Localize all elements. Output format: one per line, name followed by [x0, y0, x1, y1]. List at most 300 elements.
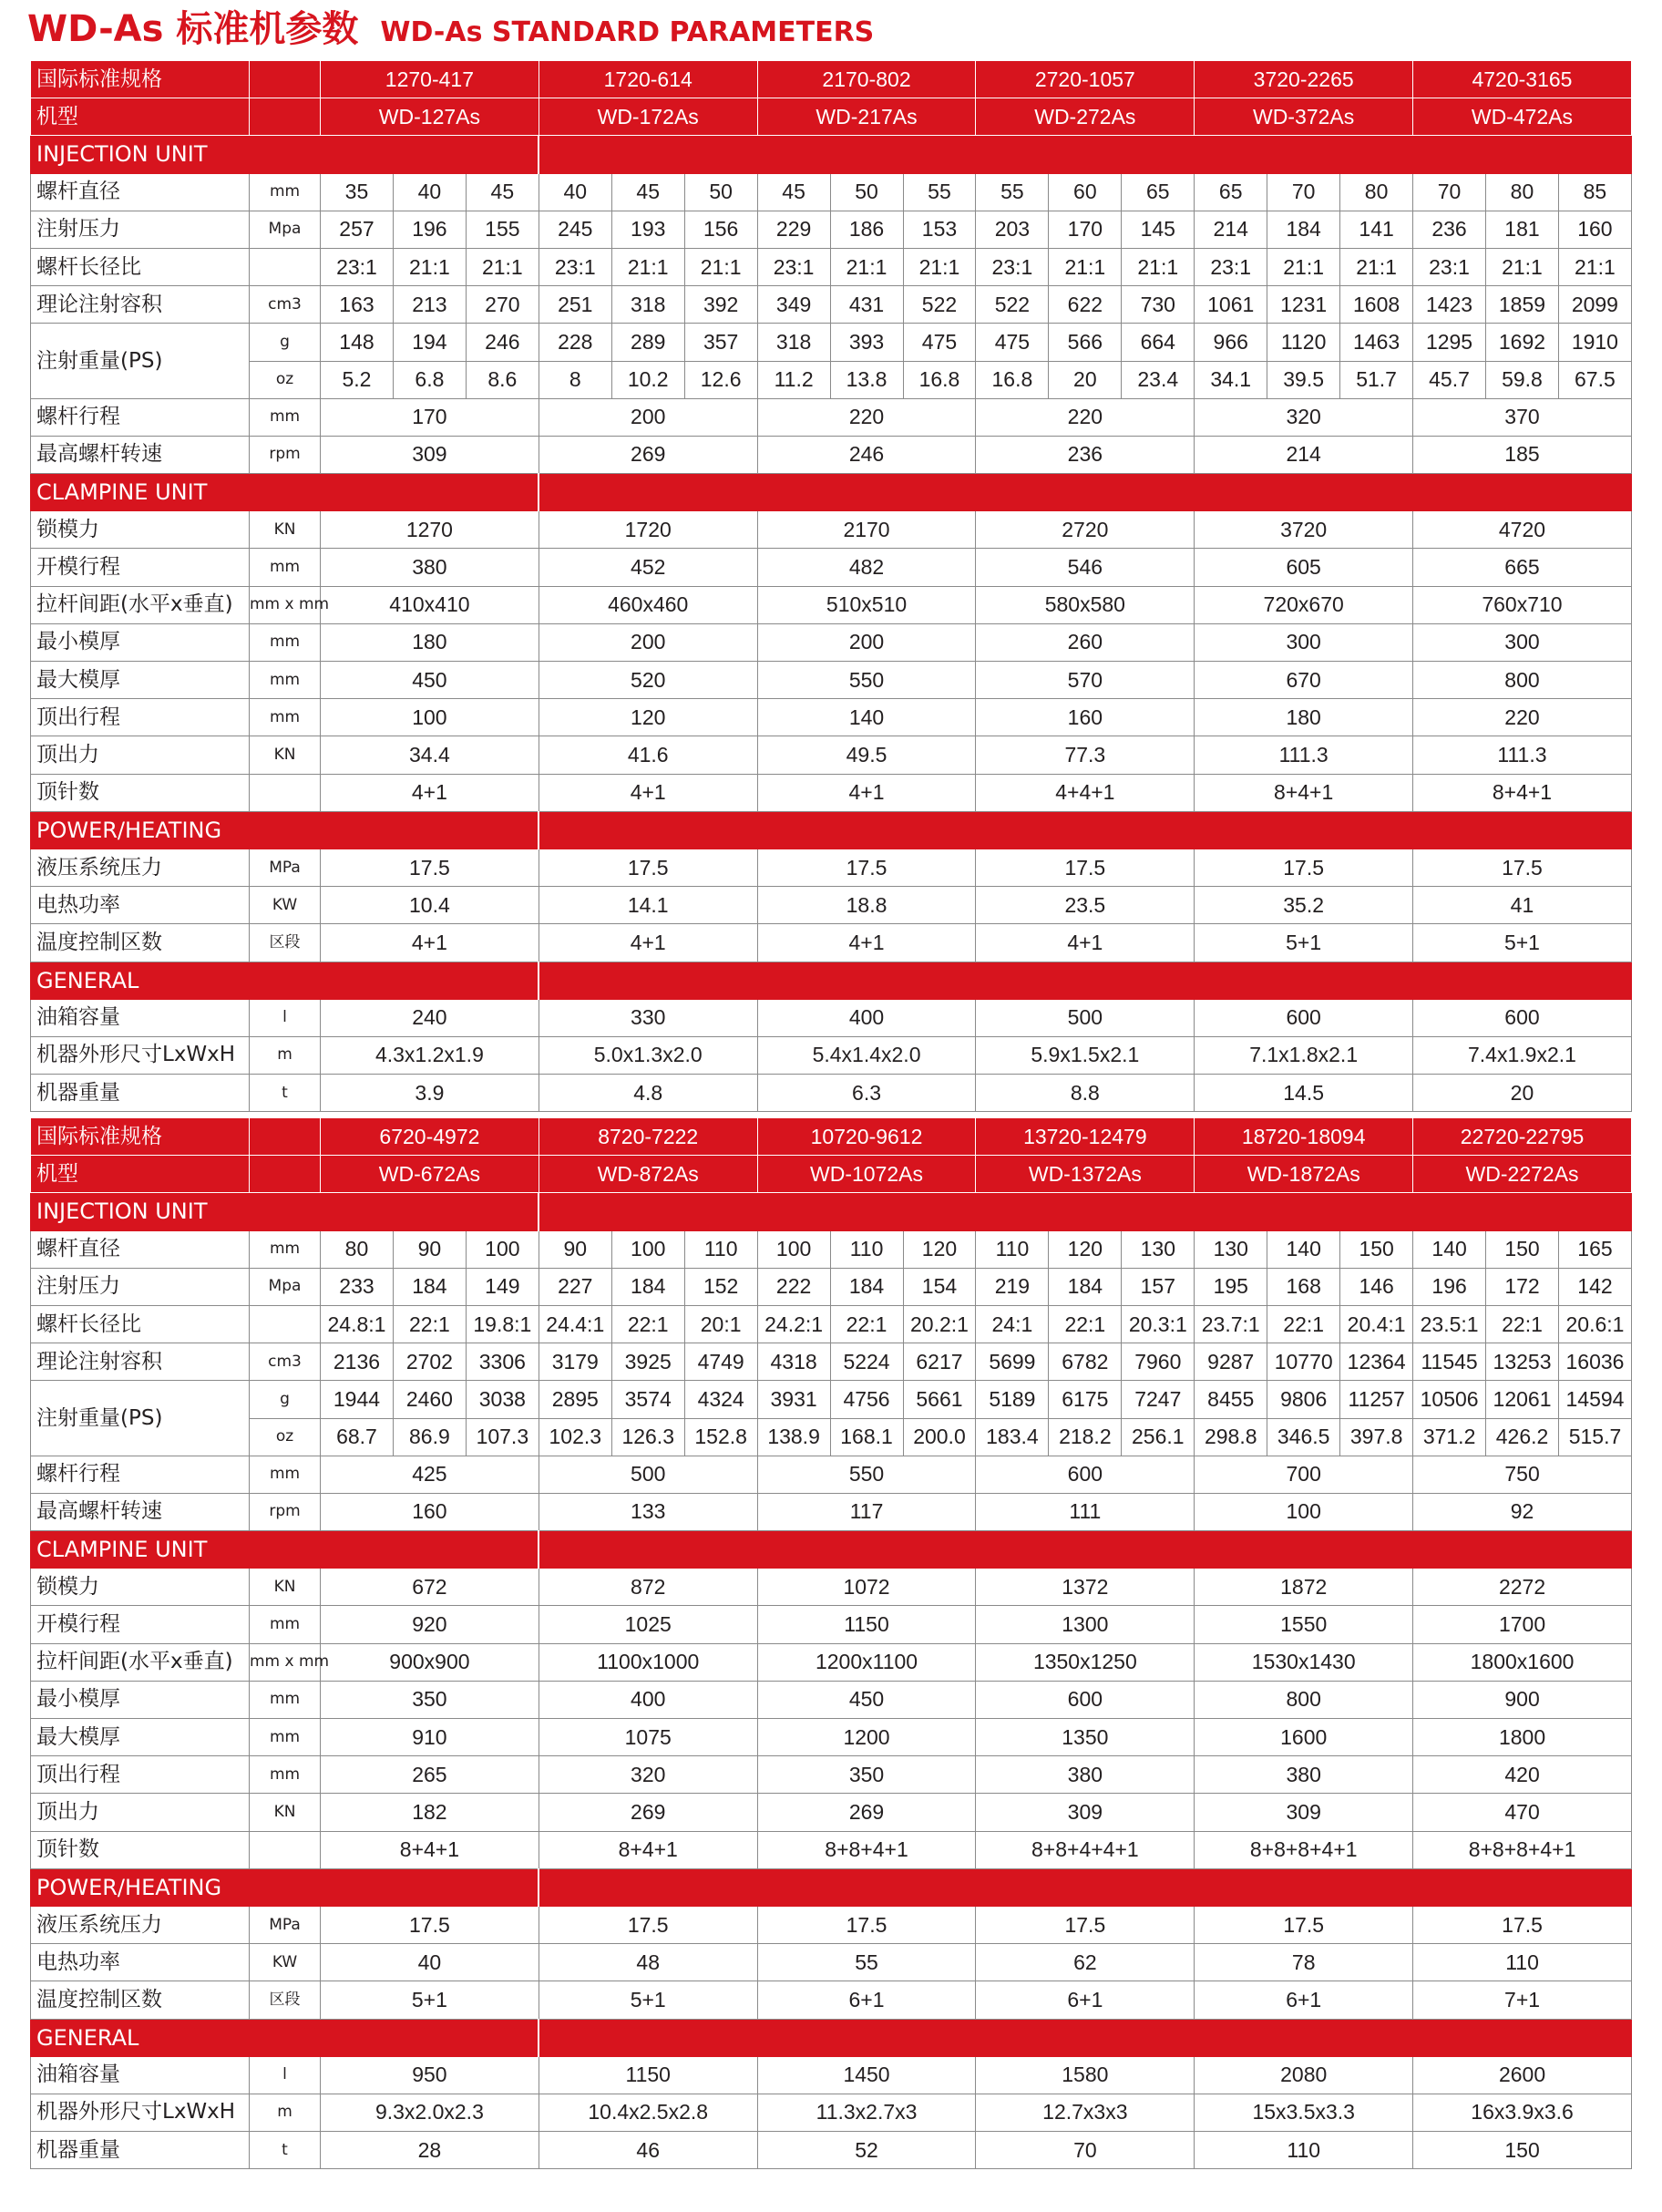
row-label: 注射压力 [31, 211, 250, 248]
value-cell: 5.0x1.3x2.0 [539, 1036, 757, 1074]
value-cell: 246 [466, 324, 539, 361]
value-cell: 200 [757, 623, 976, 661]
row-label: 国际标准规格 [31, 61, 250, 98]
value-cell: 370 [1413, 398, 1632, 436]
row-shot-weight-oz [31, 1418, 1632, 1456]
row-label: 顶针数 [31, 1831, 250, 1868]
model-cell: WD-672As [321, 1156, 539, 1193]
value-cell: 219 [976, 1268, 1049, 1305]
value-cell: 23:1 [1195, 248, 1267, 285]
value-cell: 14.5 [1195, 1075, 1413, 1112]
value-cell: 357 [684, 324, 757, 361]
value-cell: 4+1 [976, 924, 1195, 962]
value-cell: 8+4+1 [1195, 774, 1413, 811]
value-cell: 195 [1195, 1268, 1267, 1305]
row-label: 注射压力 [31, 1268, 250, 1305]
row-dimensions [31, 2094, 1632, 2131]
value-cell: 298.8 [1195, 1418, 1267, 1456]
value-cell: 550 [757, 1456, 976, 1493]
row-label: 顶出行程 [31, 699, 250, 736]
value-cell: 23.5 [976, 887, 1195, 924]
unit-cell: t [250, 1075, 321, 1112]
value-cell: 800 [1195, 1681, 1413, 1718]
row-label: 拉杆间距(水平x垂直) [31, 586, 250, 623]
value-cell: 140 [757, 699, 976, 736]
row-label: 开模行程 [31, 1606, 250, 1643]
value-cell: 570 [976, 662, 1195, 699]
value-cell: 110 [684, 1230, 757, 1268]
row-label: 螺杆行程 [31, 398, 250, 436]
value-cell: 59.8 [1486, 361, 1559, 398]
value-cell: 236 [1413, 211, 1486, 248]
value-cell: 4720 [1413, 511, 1632, 549]
row-label: 拉杆间距(水平x垂直) [31, 1643, 250, 1681]
value-cell: 260 [976, 623, 1195, 661]
row-label: 电热功率 [31, 887, 250, 924]
value-cell: 546 [976, 549, 1195, 586]
value-cell: 12.6 [684, 361, 757, 398]
row-hyd-pressure [31, 849, 1632, 886]
model-cell: WD-472As [1413, 98, 1632, 136]
section-fill [539, 474, 1631, 511]
row-clamp-force [31, 1569, 1632, 1606]
value-cell: 34.1 [1195, 361, 1267, 398]
row-ejector-pins [31, 1831, 1632, 1868]
value-cell: 110 [1413, 1944, 1632, 1981]
value-cell: 1025 [539, 1606, 757, 1643]
row-hyd-pressure [31, 1906, 1632, 1943]
value-cell: 750 [1413, 1456, 1632, 1493]
row-label: 油箱容量 [31, 2056, 250, 2094]
value-cell: 18.8 [757, 887, 976, 924]
section-title: GENERAL [31, 2019, 539, 2056]
value-cell: 800 [1413, 662, 1632, 699]
value-cell: 1075 [539, 1719, 757, 1756]
value-cell: 2895 [539, 1381, 611, 1418]
value-cell: 28 [321, 2132, 539, 2169]
row-shot-volume [31, 1343, 1632, 1381]
value-cell: 5.2 [321, 361, 394, 398]
value-cell: 4756 [830, 1381, 903, 1418]
value-cell: 157 [1122, 1268, 1195, 1305]
section-fill [539, 1531, 1631, 1569]
section-general [31, 962, 1632, 999]
row-opening-stroke [31, 1606, 1632, 1643]
value-cell: 20.3:1 [1122, 1305, 1195, 1343]
value-cell: 111.3 [1413, 736, 1632, 774]
unit-cell: mm [250, 1719, 321, 1756]
value-cell: 86.9 [393, 1418, 466, 1456]
value-cell: 22:1 [393, 1305, 466, 1343]
value-cell: 3931 [757, 1381, 830, 1418]
value-cell: 85 [1558, 173, 1631, 211]
value-cell: 5+1 [539, 1981, 757, 2019]
value-cell: 426.2 [1486, 1418, 1559, 1456]
value-cell: 4+1 [539, 924, 757, 962]
value-cell: 10770 [1267, 1343, 1340, 1381]
value-cell: 380 [321, 549, 539, 586]
value-cell: 170 [321, 398, 539, 436]
value-cell: 70 [1413, 173, 1486, 211]
value-cell: 5189 [976, 1381, 1049, 1418]
value-cell: 24:1 [976, 1305, 1049, 1343]
value-cell: 70 [1267, 173, 1340, 211]
value-cell: 371.2 [1413, 1418, 1486, 1456]
unit-cell: 区段 [250, 924, 321, 962]
value-cell: 6175 [1049, 1381, 1122, 1418]
value-cell: 8+4+1 [539, 1831, 757, 1868]
row-ejector-pins [31, 774, 1632, 811]
value-cell: 233 [321, 1268, 394, 1305]
unit-cell: KW [250, 887, 321, 924]
value-cell: 14594 [1559, 1381, 1632, 1418]
section-power [31, 811, 1632, 849]
row-shot-weight-g [31, 1381, 1632, 1418]
value-cell: 1700 [1413, 1606, 1632, 1643]
title-cn: WD-As 标准机参数 [27, 8, 359, 50]
unit-cell: rpm [250, 436, 321, 473]
row-label: 液压系统压力 [31, 1906, 250, 1943]
row-label: 最大模厚 [31, 1719, 250, 1756]
value-cell: 4318 [757, 1343, 830, 1381]
row-label: 顶出力 [31, 1794, 250, 1831]
row-spec [31, 1118, 1632, 1156]
unit-cell: rpm [250, 1493, 321, 1530]
value-cell: 213 [393, 286, 466, 324]
unit-cell: mm x mm [250, 586, 321, 623]
value-cell: 8+8+4+4+1 [976, 1831, 1195, 1868]
value-cell: 41 [1413, 887, 1632, 924]
row-screw-speed [31, 1493, 1632, 1530]
value-cell: 482 [757, 549, 976, 586]
value-cell: 6+1 [1195, 1981, 1413, 2019]
value-cell: 140 [1267, 1230, 1340, 1268]
value-cell: 309 [321, 436, 539, 473]
value-cell: 318 [611, 286, 684, 324]
model-cell: WD-217As [757, 98, 976, 136]
title-en: WD-As STANDARD PARAMETERS [380, 16, 875, 48]
row-shot-volume [31, 286, 1632, 324]
row-weight [31, 1075, 1632, 1112]
value-cell: 184 [830, 1268, 903, 1305]
value-cell: 100 [1195, 1493, 1413, 1530]
value-cell: 2080 [1195, 2056, 1413, 2094]
unit-cell: m [250, 1036, 321, 1074]
unit-cell: mm [250, 1230, 321, 1268]
row-heater-power [31, 1944, 1632, 1981]
model-cell: WD-372As [1195, 98, 1413, 136]
value-cell: 160 [1558, 211, 1631, 248]
value-cell: 4324 [684, 1381, 757, 1418]
row-min-mold [31, 1681, 1632, 1718]
row-label: 油箱容量 [31, 999, 250, 1036]
model-cell: WD-1072As [757, 1156, 976, 1193]
value-cell: 46 [539, 2132, 757, 2169]
value-cell: 330 [539, 999, 757, 1036]
value-cell: 17.5 [976, 1906, 1195, 1943]
value-cell: 120 [903, 1230, 976, 1268]
value-cell: 9806 [1267, 1381, 1340, 1418]
unit-cell: mm [250, 398, 321, 436]
value-cell: 900x900 [321, 1643, 539, 1681]
value-cell: 51.7 [1340, 361, 1413, 398]
value-cell: 21:1 [1340, 248, 1413, 285]
row-label: 理论注射容积 [31, 1343, 250, 1381]
value-cell: 580x580 [976, 586, 1195, 623]
model-cell: WD-872As [539, 1156, 757, 1193]
value-cell: 240 [321, 999, 539, 1036]
value-cell: 1944 [321, 1381, 394, 1418]
value-cell: 320 [539, 1756, 757, 1794]
value-cell: 17.5 [757, 849, 976, 886]
row-min-mold [31, 623, 1632, 661]
value-cell: 1200 [757, 1719, 976, 1756]
value-cell: 184 [611, 1268, 684, 1305]
value-cell: 110 [1195, 2132, 1413, 2169]
row-shot-weight-g [31, 324, 1632, 361]
value-cell: 11.3x2.7x3 [757, 2094, 976, 2131]
value-cell: 2099 [1558, 286, 1631, 324]
value-cell: 1859 [1486, 286, 1559, 324]
value-cell: 40 [321, 1944, 539, 1981]
value-cell: 227 [539, 1268, 611, 1305]
value-cell: 475 [976, 324, 1049, 361]
value-cell: 24.2:1 [757, 1305, 830, 1343]
value-cell: 4.3x1.2x1.9 [321, 1036, 539, 1074]
value-cell: 170 [1049, 211, 1122, 248]
value-cell: 22:1 [611, 1305, 684, 1343]
value-cell: 349 [757, 286, 830, 324]
value-cell: 9.3x2.0x2.3 [321, 2094, 539, 2131]
value-cell: 80 [1486, 173, 1559, 211]
value-cell: 4+1 [757, 924, 976, 962]
value-cell: 4+1 [539, 774, 757, 811]
value-cell: 200 [539, 398, 757, 436]
value-cell: 150 [1340, 1230, 1413, 1268]
row-label: 最高螺杆转速 [31, 1493, 250, 1530]
unit-cell: t [250, 2132, 321, 2169]
value-cell: 6+1 [757, 1981, 976, 2019]
value-cell: 100 [611, 1230, 684, 1268]
value-cell: 510x510 [757, 586, 976, 623]
section-fill [539, 1193, 1631, 1230]
value-cell: 153 [903, 211, 976, 248]
value-cell: 8455 [1195, 1381, 1267, 1418]
value-cell: 214 [1195, 211, 1267, 248]
value-cell: 24.4:1 [539, 1305, 611, 1343]
section-power [31, 1868, 1632, 1906]
value-cell: 35 [321, 173, 394, 211]
value-cell: 269 [539, 1794, 757, 1831]
value-cell: 7.4x1.9x2.1 [1413, 1036, 1632, 1074]
row-ejector-force [31, 736, 1632, 774]
value-cell: 49.5 [757, 736, 976, 774]
unit-cell [250, 1305, 321, 1343]
value-cell: 6.8 [393, 361, 466, 398]
value-cell: 2702 [393, 1343, 466, 1381]
unit-cell: 区段 [250, 1981, 321, 2019]
value-cell: 184 [1267, 211, 1340, 248]
value-cell: 90 [393, 1230, 466, 1268]
row-label: 注射重量(PS) [31, 1381, 250, 1456]
value-cell: 48 [539, 1944, 757, 1981]
unit-cell [250, 1156, 321, 1193]
row-label: 最小模厚 [31, 623, 250, 661]
value-cell: 1200x1100 [757, 1643, 976, 1681]
value-cell: 23.5:1 [1413, 1305, 1486, 1343]
value-cell: 550 [757, 662, 976, 699]
value-cell: 5661 [903, 1381, 976, 1418]
row-label: 最小模厚 [31, 1681, 250, 1718]
row-shot-weight-oz [31, 361, 1632, 398]
value-cell: 346.5 [1267, 1418, 1340, 1456]
spec-cell: 18720-18094 [1195, 1118, 1413, 1156]
value-cell: 17.5 [976, 849, 1195, 886]
value-cell: 184 [393, 1268, 466, 1305]
value-cell: 21:1 [611, 248, 684, 285]
value-cell: 392 [684, 286, 757, 324]
value-cell: 8+4+1 [321, 1831, 539, 1868]
row-label: 最高螺杆转速 [31, 436, 250, 473]
value-cell: 21:1 [1122, 248, 1195, 285]
value-cell: 7+1 [1413, 1981, 1632, 2019]
value-cell: 45 [757, 173, 830, 211]
value-cell: 265 [321, 1756, 539, 1794]
value-cell: 150 [1486, 1230, 1559, 1268]
value-cell: 672 [321, 1569, 539, 1606]
value-cell: 664 [1122, 324, 1195, 361]
value-cell: 397.8 [1340, 1418, 1413, 1456]
spec-cell: 1720-614 [539, 61, 757, 98]
spec-cell: 10720-9612 [757, 1118, 976, 1156]
value-cell: 515.7 [1559, 1418, 1632, 1456]
value-cell: 220 [976, 398, 1195, 436]
value-cell: 3925 [611, 1343, 684, 1381]
row-label: 国际标准规格 [31, 1118, 250, 1156]
row-label: 最大模厚 [31, 662, 250, 699]
value-cell: 130 [1195, 1230, 1267, 1268]
value-cell: 450 [757, 1681, 976, 1718]
value-cell: 21:1 [830, 248, 903, 285]
value-cell: 17.5 [1413, 1906, 1632, 1943]
value-cell: 80 [1340, 173, 1413, 211]
value-cell: 300 [1195, 623, 1413, 661]
row-label: 螺杆长径比 [31, 1305, 250, 1343]
value-cell: 251 [539, 286, 611, 324]
row-label: 螺杆行程 [31, 1456, 250, 1493]
value-cell: 12061 [1486, 1381, 1559, 1418]
value-cell: 3.9 [321, 1075, 539, 1112]
spec-cell: 6720-4972 [321, 1118, 539, 1156]
value-cell: 2460 [393, 1381, 466, 1418]
value-cell: 5699 [976, 1343, 1049, 1381]
value-cell: 65 [1195, 173, 1267, 211]
value-cell: 181 [1486, 211, 1559, 248]
value-cell: 220 [1413, 699, 1632, 736]
value-cell: 5.9x1.5x2.1 [976, 1036, 1195, 1074]
row-inj-pressure [31, 1268, 1632, 1305]
value-cell: 40 [539, 173, 611, 211]
value-cell: 160 [321, 1493, 539, 1530]
value-cell: 133 [539, 1493, 757, 1530]
value-cell: 20.4:1 [1340, 1305, 1413, 1343]
value-cell: 193 [611, 211, 684, 248]
unit-cell: l [250, 2056, 321, 2094]
value-cell: 350 [757, 1756, 976, 1794]
value-cell: 1692 [1486, 324, 1559, 361]
value-cell: 152 [684, 1268, 757, 1305]
value-cell: 8+8+8+4+1 [1195, 1831, 1413, 1868]
value-cell: 20 [1049, 361, 1122, 398]
unit-cell: MPa [250, 849, 321, 886]
value-cell: 110 [830, 1230, 903, 1268]
value-cell: 3720 [1195, 511, 1413, 549]
value-cell: 11257 [1340, 1381, 1413, 1418]
unit-cell: Mpa [250, 1268, 321, 1305]
value-cell: 20.6:1 [1559, 1305, 1632, 1343]
value-cell: 8+8+4+1 [757, 1831, 976, 1868]
value-cell: 35.2 [1195, 887, 1413, 924]
row-tie-bar [31, 586, 1632, 623]
value-cell: 16.8 [976, 361, 1049, 398]
value-cell: 100 [466, 1230, 539, 1268]
row-label: 温度控制区数 [31, 924, 250, 962]
row-dimensions [31, 1036, 1632, 1074]
section-title: POWER/HEATING [31, 1868, 539, 1906]
value-cell: 92 [1413, 1493, 1632, 1530]
row-ejector-stroke [31, 699, 1632, 736]
value-cell: 16036 [1559, 1343, 1632, 1381]
value-cell: 7247 [1122, 1381, 1195, 1418]
row-label: 机型 [31, 1156, 250, 1193]
value-cell: 4+1 [757, 774, 976, 811]
section-title: INJECTION UNIT [31, 136, 539, 173]
value-cell: 16x3.9x3.6 [1413, 2094, 1632, 2131]
page-title [27, 2, 874, 60]
value-cell: 1720 [539, 511, 757, 549]
row-label: 注射重量(PS) [31, 324, 250, 398]
value-cell: 194 [393, 324, 466, 361]
section-fill [539, 1868, 1631, 1906]
value-cell: 3306 [466, 1343, 539, 1381]
unit-cell: cm3 [250, 286, 321, 324]
value-cell: 236 [976, 436, 1195, 473]
section-title: CLAMPINE UNIT [31, 474, 539, 511]
value-cell: 182 [321, 1794, 539, 1831]
value-cell: 400 [539, 1681, 757, 1718]
section-title: GENERAL [31, 962, 539, 999]
value-cell: 200.0 [903, 1418, 976, 1456]
value-cell: 17.5 [539, 849, 757, 886]
value-cell: 7960 [1122, 1343, 1195, 1381]
value-cell: 670 [1195, 662, 1413, 699]
value-cell: 400 [757, 999, 976, 1036]
value-cell: 4+4+1 [976, 774, 1195, 811]
value-cell: 1423 [1413, 286, 1486, 324]
value-cell: 172 [1486, 1268, 1559, 1305]
row-label: 机型 [31, 98, 250, 136]
value-cell: 12364 [1340, 1343, 1413, 1381]
value-cell: 1300 [976, 1606, 1195, 1643]
model-cell: WD-1372As [976, 1156, 1195, 1193]
model-cell: WD-272As [976, 98, 1195, 136]
value-cell: 39.5 [1267, 361, 1340, 398]
value-cell: 22:1 [1049, 1305, 1122, 1343]
row-label: 液压系统压力 [31, 849, 250, 886]
value-cell: 10.4x2.5x2.8 [539, 2094, 757, 2131]
row-ejector-stroke [31, 1756, 1632, 1794]
value-cell: 120 [539, 699, 757, 736]
